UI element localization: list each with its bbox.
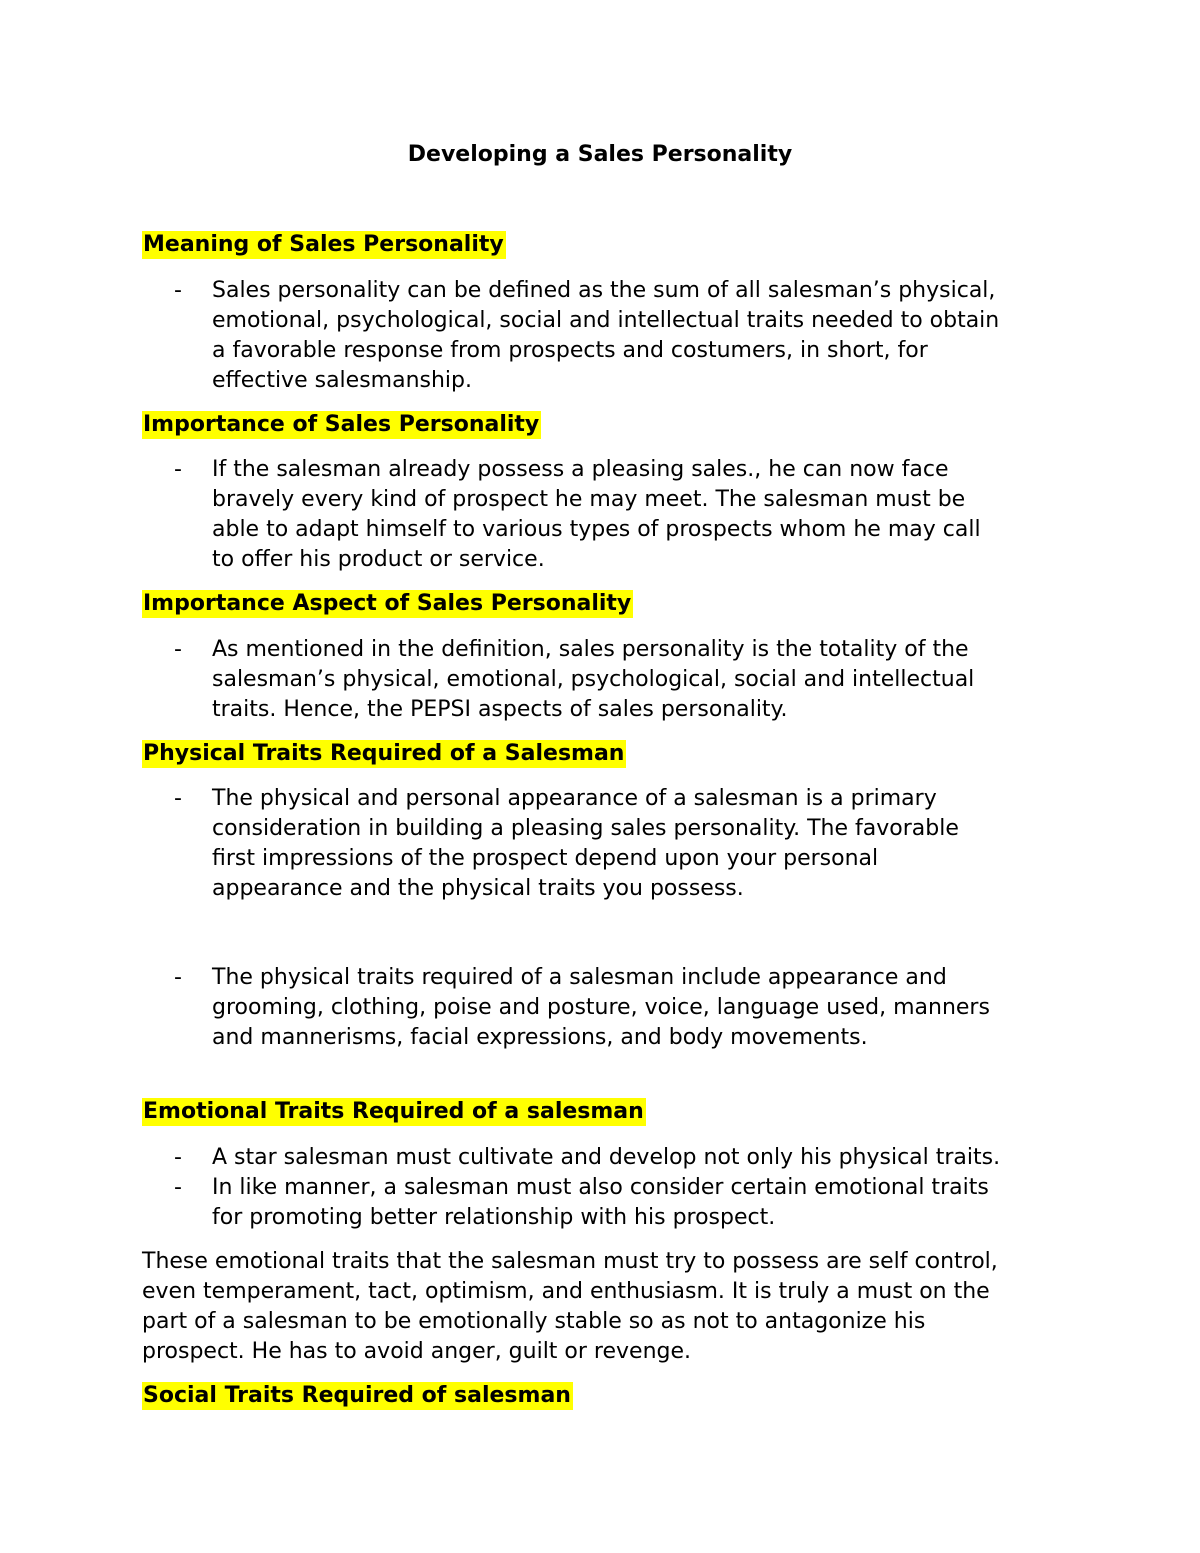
text-line: to offer his product or service. xyxy=(212,547,545,572)
text-line: These emotional traits that the salesman must try to possess are self control, xyxy=(142,1249,998,1274)
document-title: Developing a Sales Personality xyxy=(407,142,793,167)
section-heading-emotional-traits xyxy=(142,1097,646,1127)
bullet-dash: - xyxy=(174,965,182,990)
heading-highlight: Physical Traits Required of a Salesman xyxy=(143,741,625,766)
text-line: able to adapt himself to various types of prospects whom he may call xyxy=(212,517,981,542)
text-line: The physical traits required of a salesman include appearance and xyxy=(212,965,947,990)
bullet-dash: - xyxy=(174,786,182,811)
bullet-text xyxy=(212,1173,1082,1233)
text-line: traits. Hence, the PEPSI aspects of sales personality. xyxy=(212,697,788,722)
text-line: grooming, clothing, poise and posture, voice, language used, manners xyxy=(212,995,990,1020)
bullet-text xyxy=(212,1143,1082,1173)
text-line: first impressions of the prospect depend upon your personal xyxy=(212,846,879,871)
bullet-text xyxy=(212,963,1082,1053)
text-line: consideration in building a pleasing sales personality. The favorable xyxy=(212,816,959,841)
bullet-item xyxy=(142,784,1082,904)
text-line: even temperament, tact, optimism, and enthusiasm. It is truly a must on the xyxy=(142,1279,990,1304)
section-heading-meaning xyxy=(142,230,506,260)
text-line: emotional, psychological, social and intellectual traits needed to obtain xyxy=(212,308,1000,333)
heading-highlight: Importance Aspect of Sales Personality xyxy=(143,591,632,616)
text-line: part of a salesman to be emotionally stable so as not to antagonize his xyxy=(142,1309,926,1334)
bullet-item xyxy=(142,455,1082,575)
text-line: salesman’s physical, emotional, psychological, social and intellectual xyxy=(212,667,975,692)
bullet-text xyxy=(212,455,1082,575)
section-heading-importance xyxy=(142,410,541,440)
text-line: for promoting better relationship with his prospect. xyxy=(212,1205,776,1230)
bullet-dash: - xyxy=(174,278,182,303)
body-paragraph xyxy=(142,1247,1082,1367)
text-line: The physical and personal appearance of a salesman is a primary xyxy=(212,786,937,811)
text-line: A star salesman must cultivate and develop not only his physical traits. xyxy=(212,1145,1001,1170)
bullet-dash: - xyxy=(174,1175,182,1200)
heading-highlight: Emotional Traits Required of a salesman xyxy=(143,1099,644,1124)
bullet-dash: - xyxy=(174,457,182,482)
bullet-item xyxy=(142,963,1082,1053)
bullet-text xyxy=(212,784,1082,904)
text-line: prospect. He has to avoid anger, guilt or revenge. xyxy=(142,1339,692,1364)
text-line: appearance and the physical traits you possess. xyxy=(212,876,744,901)
text-line: bravely every kind of prospect he may meet. The salesman must be xyxy=(212,487,966,512)
text-line: effective salesmanship. xyxy=(212,368,472,393)
bullet-item xyxy=(142,635,1082,725)
text-line: If the salesman already possess a pleasing sales., he can now face xyxy=(212,457,949,482)
section-heading-physical-traits xyxy=(142,739,626,769)
text-line: As mentioned in the definition, sales personality is the totality of the xyxy=(212,637,969,662)
bullet-item xyxy=(142,1143,1082,1173)
heading-highlight: Importance of Sales Personality xyxy=(143,412,540,437)
text-line: Sales personality can be defined as the sum of all salesman’s physical, xyxy=(212,278,996,303)
heading-highlight: Meaning of Sales Personality xyxy=(143,232,504,257)
bullet-item xyxy=(142,276,1082,396)
section-heading-social-traits xyxy=(142,1381,573,1411)
text-line: In like manner, a salesman must also consider certain emotional traits xyxy=(212,1175,989,1200)
heading-highlight: Social Traits Required of salesman xyxy=(143,1383,571,1408)
bullet-item xyxy=(142,1173,1082,1233)
bullet-dash: - xyxy=(174,637,182,662)
text-line: and mannerisms, facial expressions, and body movements. xyxy=(212,1025,868,1050)
bullet-dash: - xyxy=(174,1145,182,1170)
bullet-text xyxy=(212,635,1082,725)
section-heading-importance-aspect xyxy=(142,589,633,619)
bullet-text xyxy=(212,276,1082,396)
text-line: a favorable response from prospects and costumers, in short, for xyxy=(212,338,928,363)
